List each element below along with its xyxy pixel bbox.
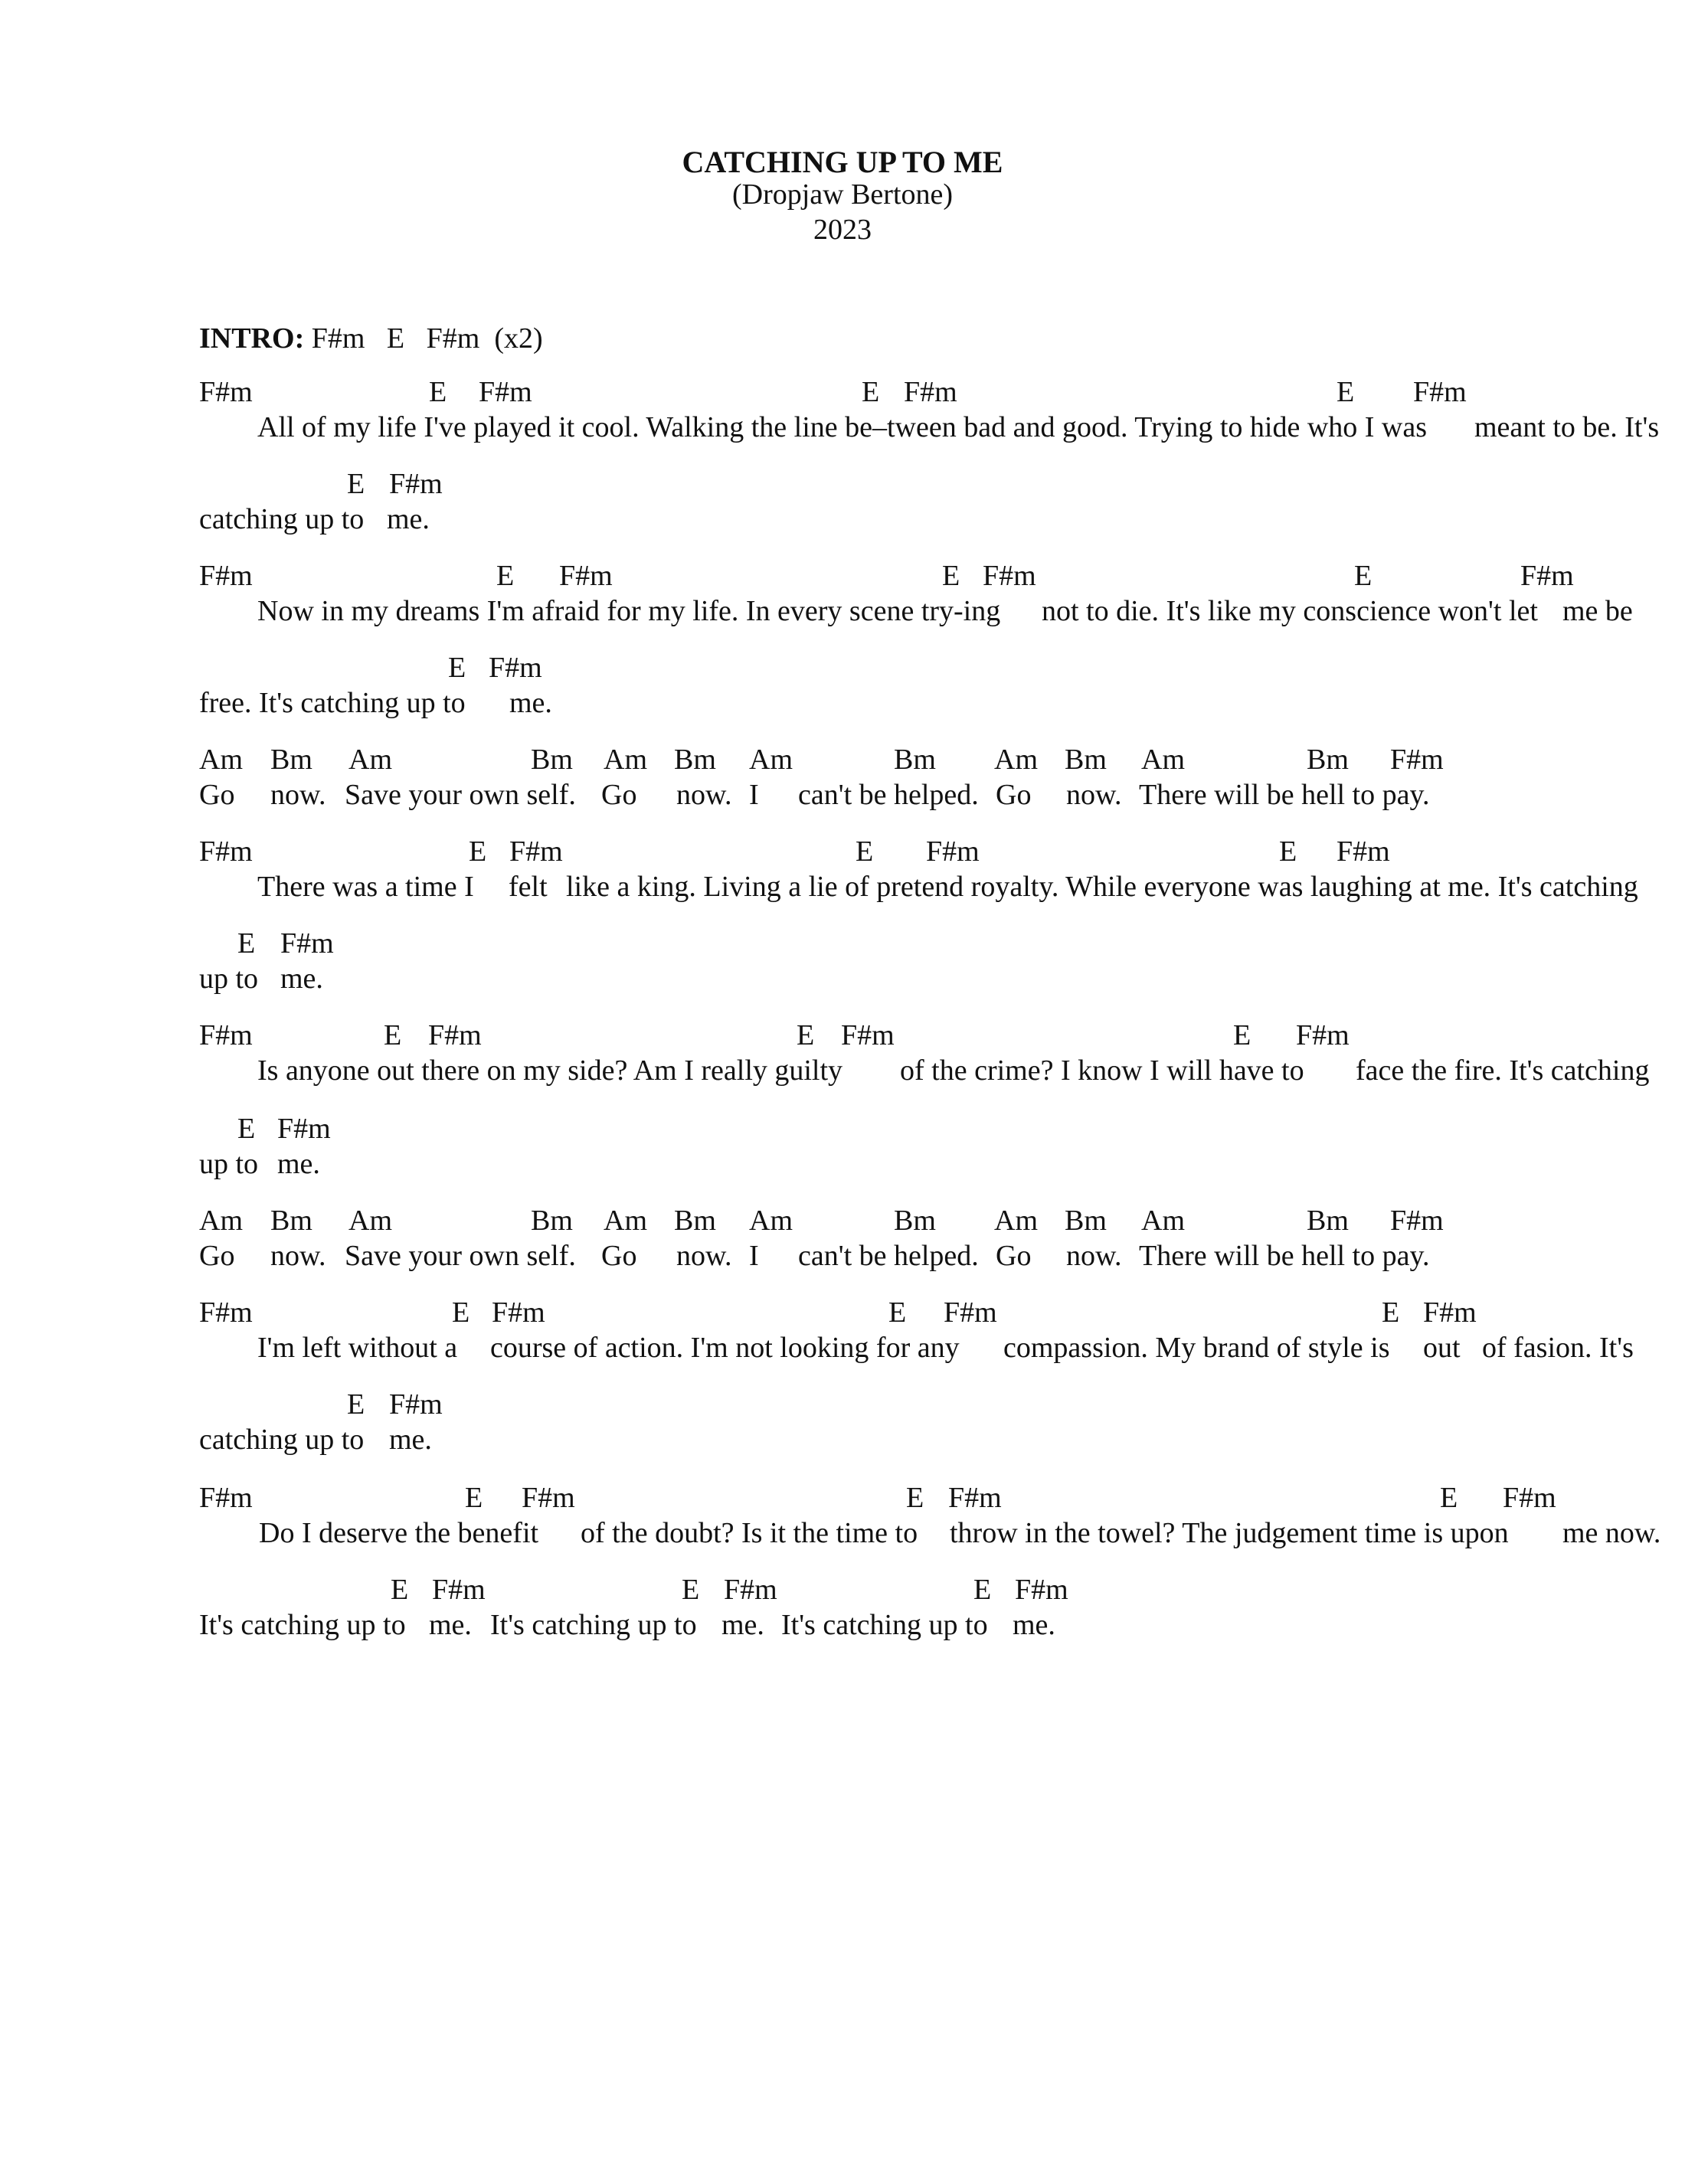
chord-label: Am bbox=[749, 744, 793, 776]
chord-label: Am bbox=[199, 1205, 243, 1237]
chord-label: Am bbox=[348, 1205, 392, 1237]
chord-label: Bm bbox=[531, 1205, 573, 1237]
chord-label: F#m bbox=[389, 1388, 443, 1421]
lyric-text: me. bbox=[509, 687, 552, 719]
lyric-text: All of my life I've played it cool. Walking the line be–tween bad and good. Trying to hide who I was bbox=[257, 411, 1428, 443]
chord-label: E bbox=[1382, 1296, 1400, 1329]
chord-label: Bm bbox=[674, 1205, 716, 1237]
lyric-text: There was a time I bbox=[257, 871, 474, 903]
lyric-text: There will be hell to pay. bbox=[1139, 779, 1430, 811]
lyric-text: free. It's catching up to bbox=[199, 687, 466, 719]
lyric-text: meant to be. It's bbox=[1474, 411, 1660, 443]
chord-label: Am bbox=[348, 744, 392, 776]
chord-label: F#m bbox=[389, 468, 443, 500]
lyric-text: I bbox=[749, 779, 759, 811]
chord-label: F#m bbox=[926, 835, 980, 868]
lyric-text: me. bbox=[280, 963, 323, 995]
chord-label: F#m bbox=[199, 1296, 253, 1329]
chord-label: F#m bbox=[841, 1019, 895, 1051]
lyric-text: I'm left without a bbox=[257, 1332, 458, 1364]
chord-label: F#m bbox=[199, 560, 253, 592]
lyric-text: me. bbox=[429, 1609, 472, 1641]
chord-label: F#m bbox=[1337, 835, 1390, 868]
chord-label: F#m bbox=[280, 927, 334, 960]
lyric-text: I bbox=[749, 1240, 759, 1272]
chord-label: F#m bbox=[724, 1574, 777, 1606]
chord-label: Am bbox=[1141, 1205, 1185, 1237]
chord-label: Bm bbox=[1307, 744, 1349, 776]
chord-label: Am bbox=[199, 744, 243, 776]
chord-label: E bbox=[1233, 1019, 1251, 1051]
chord-label: Am bbox=[749, 1205, 793, 1237]
chord-label: F#m bbox=[492, 1296, 545, 1329]
lyric-text: Do I deserve the benefit bbox=[259, 1517, 539, 1549]
chord-label: E bbox=[906, 1482, 924, 1514]
chord-label: Am bbox=[994, 744, 1038, 776]
intro-line bbox=[199, 322, 543, 355]
lyric-text: me. bbox=[389, 1424, 432, 1456]
lyric-text: course of action. I'm not looking for any bbox=[490, 1332, 960, 1364]
lyric-text: Go bbox=[601, 1240, 637, 1272]
lyric-text: It's catching up to bbox=[490, 1609, 697, 1641]
lyric-text: up to bbox=[199, 963, 259, 995]
chord-label: E bbox=[496, 560, 515, 592]
lyric-text: me. bbox=[1013, 1609, 1055, 1641]
lyric-text: It's catching up to bbox=[781, 1609, 988, 1641]
lyric-text: me be bbox=[1562, 595, 1633, 627]
chord-label: E bbox=[347, 1388, 365, 1421]
chord-label: E bbox=[237, 1113, 256, 1145]
lyric-text: now. bbox=[1066, 779, 1122, 811]
chord-label: Bm bbox=[1065, 1205, 1107, 1237]
chord-label: Am bbox=[994, 1205, 1038, 1237]
song-title: CATCHING UP TO ME bbox=[682, 145, 1003, 179]
chord-label: E bbox=[1440, 1482, 1458, 1514]
chord-label: Bm bbox=[531, 744, 573, 776]
lyric-text: can't be helped. bbox=[798, 1240, 979, 1272]
lyric-text: up to bbox=[199, 1148, 259, 1180]
chord-label: F#m bbox=[1390, 744, 1444, 776]
chord-label: F#m bbox=[904, 376, 957, 408]
song-artist: (Dropjaw Bertone) bbox=[731, 178, 954, 211]
chord-label: Bm bbox=[270, 1205, 312, 1237]
chord-label: F#m bbox=[1423, 1296, 1477, 1329]
chord-label: F#m bbox=[428, 1019, 482, 1051]
chord-label: E bbox=[452, 1296, 470, 1329]
lyric-text: Go bbox=[199, 1240, 235, 1272]
chord-label: F#m bbox=[277, 1113, 331, 1145]
chord-label: F#m bbox=[489, 652, 542, 684]
lyric-text: out bbox=[1423, 1332, 1461, 1364]
chord-label: Am bbox=[604, 1205, 647, 1237]
chord-label: F#m bbox=[199, 376, 253, 408]
chord-label: F#m bbox=[479, 376, 532, 408]
chord-label: F#m bbox=[1520, 560, 1574, 592]
lyric-text: Go bbox=[601, 779, 637, 811]
chord-label: F#m bbox=[199, 1019, 253, 1051]
chord-label: E bbox=[797, 1019, 815, 1051]
chord-label: F#m bbox=[559, 560, 613, 592]
lyric-text: now. bbox=[676, 1240, 732, 1272]
intro-label: INTRO: bbox=[199, 322, 305, 355]
chord-label: F#m bbox=[199, 1482, 253, 1514]
chord-label: Bm bbox=[894, 744, 936, 776]
chord-label: Am bbox=[1141, 744, 1185, 776]
chord-label: E bbox=[1337, 376, 1355, 408]
song-year: 2023 bbox=[813, 214, 872, 246]
chord-label: E bbox=[469, 835, 487, 868]
chord-label: E bbox=[237, 927, 256, 960]
chord-label: E bbox=[465, 1482, 483, 1514]
lyric-text: can't be helped. bbox=[798, 779, 979, 811]
lyric-text: Save your own self. bbox=[345, 779, 576, 811]
chord-label: F#m bbox=[509, 835, 563, 868]
chord-label: E bbox=[429, 376, 447, 408]
lyric-text: felt bbox=[509, 871, 548, 903]
chord-label: E bbox=[384, 1019, 402, 1051]
lyric-text: now. bbox=[676, 779, 732, 811]
lyric-text: Save your own self. bbox=[345, 1240, 576, 1272]
chord-label: Bm bbox=[674, 744, 716, 776]
chord-label: E bbox=[682, 1574, 700, 1606]
lyric-text: Go bbox=[996, 1240, 1032, 1272]
chord-label: F#m bbox=[1503, 1482, 1556, 1514]
lyric-text: catching up to bbox=[199, 1424, 365, 1456]
chord-label: F#m bbox=[199, 835, 253, 868]
lyric-text: of fasion. It's bbox=[1482, 1332, 1634, 1364]
chord-label: E bbox=[973, 1574, 992, 1606]
lyric-text: now. bbox=[270, 779, 326, 811]
lyric-text: of the doubt? Is it the time to bbox=[581, 1517, 918, 1549]
lyric-text: catching up to bbox=[199, 503, 365, 535]
chord-label: Bm bbox=[1065, 744, 1107, 776]
chord-label: F#m bbox=[432, 1574, 486, 1606]
chord-label: F#m bbox=[948, 1482, 1002, 1514]
lyric-text: Now in my dreams I'm afraid for my life. In every scene try-ing bbox=[257, 595, 1001, 627]
lyric-text: face the fire. It's catching bbox=[1356, 1054, 1650, 1087]
chord-label: F#m bbox=[1390, 1205, 1444, 1237]
lyric-text: now. bbox=[270, 1240, 326, 1272]
chord-label: E bbox=[1279, 835, 1297, 868]
lyric-text: me. bbox=[387, 503, 430, 535]
chord-label: F#m bbox=[522, 1482, 575, 1514]
lyric-text: not to die. It's like my conscience won't let bbox=[1042, 595, 1538, 627]
chord-label: F#m bbox=[983, 560, 1036, 592]
chord-label: F#m bbox=[1296, 1019, 1350, 1051]
lyric-text: It's catching up to bbox=[199, 1609, 406, 1641]
lyric-text: me. bbox=[721, 1609, 764, 1641]
chord-label: Bm bbox=[1307, 1205, 1349, 1237]
chord-label: F#m bbox=[1015, 1574, 1068, 1606]
lyric-text: There will be hell to pay. bbox=[1139, 1240, 1430, 1272]
chord-label: E bbox=[391, 1574, 409, 1606]
chord-label: E bbox=[347, 468, 365, 500]
chord-label: E bbox=[856, 835, 874, 868]
chord-label: E bbox=[862, 376, 880, 408]
lyric-text: Go bbox=[199, 779, 235, 811]
lyric-text: Is anyone out there on my side? Am I really guilty bbox=[257, 1054, 843, 1087]
lyric-text: me now. bbox=[1562, 1517, 1661, 1549]
lyric-text: me. bbox=[277, 1148, 320, 1180]
lyric-text: now. bbox=[1066, 1240, 1122, 1272]
chord-label: E bbox=[888, 1296, 907, 1329]
chord-label: Bm bbox=[270, 744, 312, 776]
lyric-text: like a king. Living a lie of pretend royalty. While everyone was laughing at me. It's catching bbox=[566, 871, 1638, 903]
lyric-text: throw in the towel? The judgement time is upon bbox=[950, 1517, 1509, 1549]
chord-label: E bbox=[448, 652, 466, 684]
chord-label: F#m bbox=[944, 1296, 997, 1329]
intro-chords: F#m E F#m (x2) bbox=[311, 322, 543, 355]
lyric-text: Go bbox=[996, 779, 1032, 811]
lyric-text: of the crime? I know I will have to bbox=[900, 1054, 1304, 1087]
chord-label: E bbox=[1354, 560, 1373, 592]
chord-label: Am bbox=[604, 744, 647, 776]
chord-label: E bbox=[942, 560, 960, 592]
lyric-text: compassion. My brand of style is bbox=[1003, 1332, 1390, 1364]
chord-label: Bm bbox=[894, 1205, 936, 1237]
chord-label: F#m bbox=[1413, 376, 1467, 408]
